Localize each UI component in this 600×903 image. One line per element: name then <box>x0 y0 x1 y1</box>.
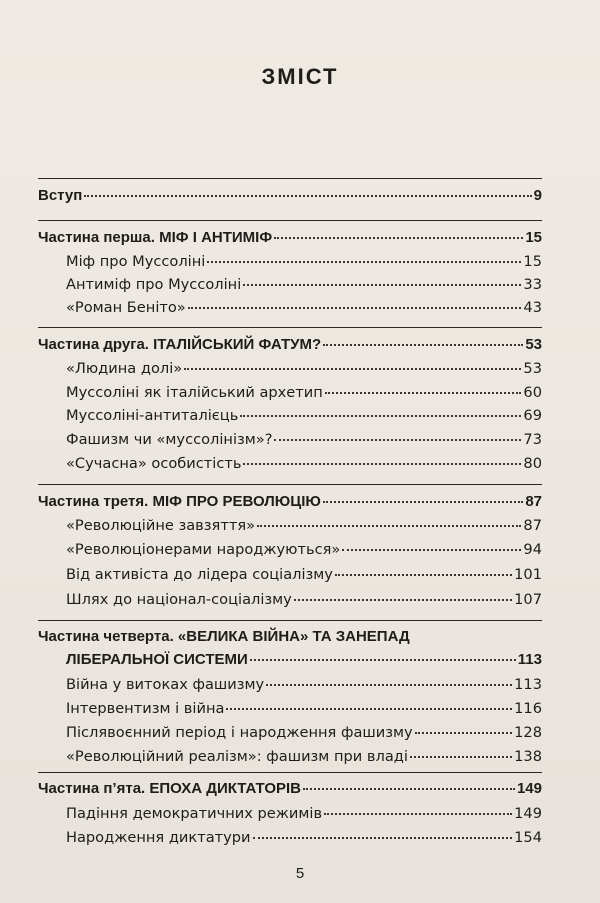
page-title: ЗМІСТ <box>261 64 339 89</box>
toc-chapter-page: 53 <box>523 360 542 377</box>
toc-chapter <box>66 430 542 450</box>
toc-chapter <box>66 252 542 272</box>
section-divider <box>38 327 542 328</box>
dot-leader <box>324 812 512 815</box>
toc-chapter-label: «Роман Беніто» <box>66 299 186 316</box>
toc-part-label: Частина третя. МІФ ПРО РЕВОЛЮЦІЮ <box>38 493 321 510</box>
dot-leader <box>240 414 521 417</box>
dot-leader <box>257 524 521 527</box>
toc-part-page: 87 <box>525 493 542 510</box>
toc-chapter <box>66 359 542 379</box>
section-divider <box>38 220 542 221</box>
toc-chapter <box>66 723 542 743</box>
toc-chapter <box>66 406 542 426</box>
toc-part-page: 113 <box>517 651 542 668</box>
dot-leader <box>266 683 512 686</box>
toc-chapter <box>66 298 542 318</box>
toc-chapter <box>66 516 542 536</box>
dot-leader <box>207 260 521 263</box>
toc-part-label: Частина друга. ІТАЛІЙСЬКИЙ ФАТУМ? <box>38 336 322 353</box>
toc-part-label: Частина п’ята. ЕПОХА ДИКТАТОРІВ <box>38 780 302 797</box>
section-divider <box>38 178 542 179</box>
toc-chapter <box>66 383 542 403</box>
toc-chapter-label: Війна у витоках фашизму <box>66 676 265 693</box>
toc-chapter <box>66 454 542 474</box>
dot-leader <box>342 548 521 551</box>
toc-chapter-page: 101 <box>514 566 542 583</box>
toc-chapter-page: 138 <box>514 748 542 765</box>
dot-leader <box>303 787 515 790</box>
toc-part-label: Частина перша. МІФ І АНТИМІФ <box>38 229 273 246</box>
toc-part-label-line1: Частина четверта. «ВЕЛИКА ВІЙНА» ТА ЗАНЕПАД <box>38 628 410 645</box>
toc-chapter-label: Падіння демократичних режимів <box>66 805 323 822</box>
dot-leader <box>274 236 523 239</box>
toc-chapter-page: 113 <box>514 676 542 693</box>
toc-chapter <box>66 747 542 767</box>
dot-leader <box>323 500 523 503</box>
toc-part-page: 53 <box>525 336 542 353</box>
toc-chapter-label: Муссоліні-антиталієць <box>66 407 239 424</box>
dot-leader <box>274 438 521 441</box>
dot-leader <box>323 343 523 346</box>
toc-entry-page: 9 <box>533 187 542 204</box>
toc-chapter <box>66 540 542 560</box>
toc-chapter-page: 33 <box>523 276 542 293</box>
toc-entry-label: Вступ <box>38 187 83 204</box>
toc-part-5 <box>38 779 542 799</box>
toc-part-page: 15 <box>525 229 542 246</box>
toc-chapter-page: 87 <box>523 517 542 534</box>
dot-leader <box>410 755 512 758</box>
toc-part-page: 149 <box>516 780 542 797</box>
toc-chapter <box>66 699 542 719</box>
section-divider <box>38 772 542 773</box>
toc-chapter-label: «Сучасна» особистість <box>66 455 242 472</box>
toc-chapter-page: 60 <box>523 384 542 401</box>
toc-part-2 <box>38 335 542 355</box>
toc-chapter-label: «Людина долі» <box>66 360 183 377</box>
toc-chapter-label: Від активіста до лідера соціалізму <box>66 566 333 583</box>
toc-chapter-page: 149 <box>514 805 542 822</box>
toc-chapter-page: 69 <box>523 407 542 424</box>
toc-chapter <box>66 275 542 295</box>
dot-leader <box>294 598 512 601</box>
toc-chapter-page: 107 <box>514 591 542 608</box>
toc-chapter-page: 80 <box>523 455 542 472</box>
toc-part-3 <box>38 492 542 512</box>
toc-chapter-label: «Революційне завзяття» <box>66 517 256 534</box>
dot-leader <box>184 367 521 370</box>
page-number: 5 <box>295 865 305 882</box>
dot-leader <box>250 658 516 661</box>
dot-leader <box>243 462 521 465</box>
toc-chapter-label: Муссоліні як італійський архетип <box>66 384 323 401</box>
dot-leader <box>243 283 521 286</box>
toc-chapter-label: Інтервентизм і війна <box>66 700 225 717</box>
toc-chapter-label: Післявоєнний період і народження фашизму <box>66 724 413 741</box>
toc-entry-intro <box>38 186 542 206</box>
dot-leader <box>188 306 522 309</box>
toc-chapter-page: 94 <box>523 541 542 558</box>
dot-leader <box>226 707 512 710</box>
toc-chapter <box>66 590 542 610</box>
toc-chapter-label: Народження диктатури <box>66 829 251 846</box>
dot-leader <box>415 731 513 734</box>
toc-chapter-label: «Революційний реалізм»: фашизм при владі <box>66 748 408 765</box>
toc-chapter-page: 73 <box>523 431 542 448</box>
toc-part-1 <box>38 228 542 248</box>
section-divider <box>38 484 542 485</box>
dot-leader <box>253 836 513 839</box>
dot-leader <box>325 391 522 394</box>
toc-part-4 <box>66 650 542 670</box>
toc-chapter-label: Антиміф про Муссоліні <box>66 276 242 293</box>
toc-chapter-label: Фашизм чи «муссолінізм»? <box>66 431 273 448</box>
toc-chapter-label: «Революціонерами народжуються» <box>66 541 341 558</box>
toc-chapter-page: 43 <box>523 299 542 316</box>
section-divider <box>38 620 542 621</box>
toc-chapter <box>66 675 542 695</box>
toc-chapter-page: 154 <box>514 829 542 846</box>
toc-chapter-label: Шлях до націонал-соціалізму <box>66 591 292 608</box>
toc-chapter <box>66 565 542 585</box>
toc-chapter <box>66 828 542 848</box>
toc-chapter <box>66 804 542 824</box>
toc-part-label: ЛІБЕРАЛЬНОЇ СИСТЕМИ <box>66 651 248 668</box>
dot-leader <box>84 194 531 197</box>
toc-chapter-label: Міф про Муссоліні <box>66 253 206 270</box>
toc-chapter-page: 15 <box>523 253 542 270</box>
dot-leader <box>335 573 512 576</box>
toc-chapter-page: 128 <box>514 724 542 741</box>
toc-chapter-page: 116 <box>514 700 542 717</box>
